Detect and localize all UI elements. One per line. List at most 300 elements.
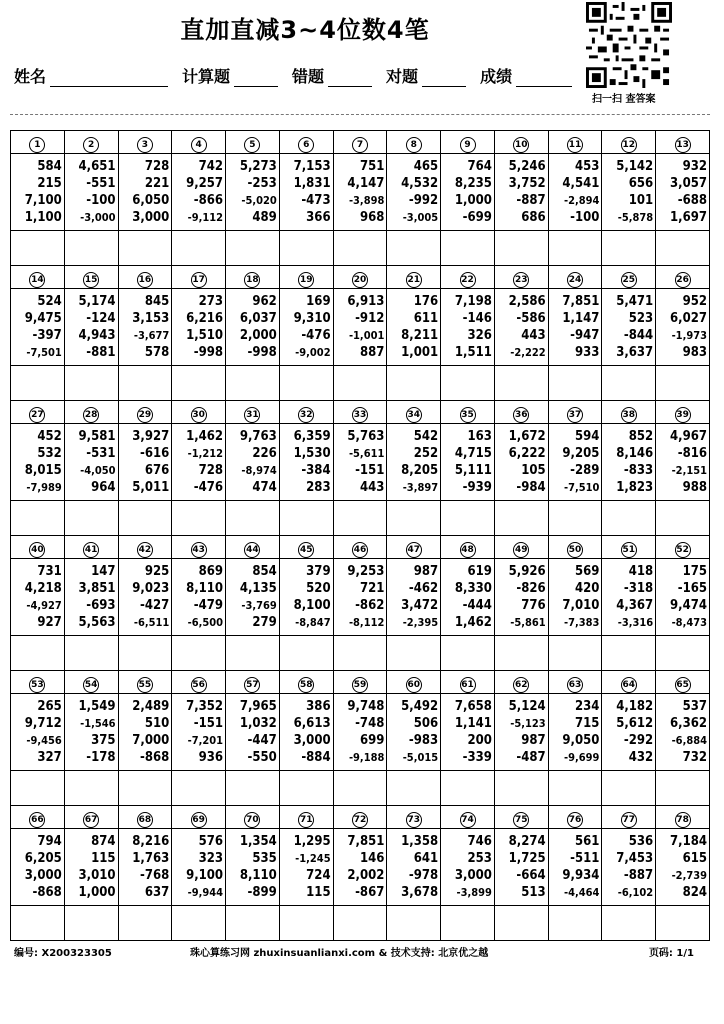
problem-number-cell [441, 671, 495, 694]
name-label: 姓名 [14, 67, 47, 86]
addend-value: 5,563 [78, 615, 116, 630]
problem-cell [333, 289, 387, 366]
answer-row [11, 771, 710, 806]
addend-value: 6,222 [508, 446, 546, 461]
problem-number-cell [279, 806, 333, 829]
problem-number: 3 [137, 137, 153, 153]
problem-number-cell [64, 806, 118, 829]
problem-cell [172, 559, 226, 636]
addend-value: 1,141 [454, 716, 492, 731]
addend-value: 576 [198, 834, 224, 849]
answer-cell[interactable] [11, 771, 65, 806]
problem-number: 11 [567, 137, 583, 153]
answer-cell[interactable] [64, 906, 118, 941]
addend-value: -550 [247, 750, 277, 765]
addend-value: -9,699 [564, 751, 600, 764]
addend-value: -397 [32, 328, 62, 343]
addend-value: 253 [467, 851, 492, 866]
addend-value: -487 [516, 750, 546, 765]
answer-cell[interactable] [602, 771, 656, 806]
problem-number: 15 [83, 272, 99, 288]
addend-value: 9,050 [562, 733, 600, 748]
problem-number-cell [226, 806, 280, 829]
answer-cell[interactable] [602, 906, 656, 941]
addend-value: 3,057 [670, 176, 707, 191]
problem-number-cell [333, 401, 387, 424]
problem-number: 45 [298, 542, 314, 558]
addend-value: 5,174 [78, 294, 116, 309]
addend-value: -9,112 [187, 211, 224, 224]
problem-number: 17 [191, 272, 207, 288]
addend-value: -868 [140, 750, 170, 765]
addend-value: 1,672 [508, 429, 546, 444]
answer-cell[interactable] [494, 366, 548, 401]
addend-value: 728 [198, 463, 224, 478]
addend-value: 4,532 [401, 176, 439, 191]
answer-cell[interactable] [387, 636, 441, 671]
addend-value: 366 [306, 210, 331, 225]
addend-value: -664 [516, 868, 546, 883]
problem-number-cell [548, 536, 602, 559]
addend-value: 5,612 [616, 716, 654, 731]
problem-number: 72 [352, 812, 368, 828]
answer-cell[interactable] [656, 636, 710, 671]
addend-value: 9,310 [293, 311, 331, 326]
answer-cell[interactable] [441, 501, 495, 536]
problem-number-cell [602, 671, 656, 694]
answer-cell[interactable] [333, 636, 387, 671]
addend-value: 3,637 [616, 345, 654, 360]
problem-cell [64, 289, 118, 366]
answer-cell[interactable] [494, 636, 548, 671]
problem-number: 14 [29, 272, 45, 288]
problem-number: 12 [621, 137, 637, 153]
answer-cell[interactable] [494, 231, 548, 266]
addend-value: -531 [86, 446, 116, 461]
addend-value: -100 [86, 193, 116, 208]
answer-cell[interactable] [118, 366, 172, 401]
problem-cell [11, 694, 65, 771]
addend-value: 3,000 [293, 733, 331, 748]
answer-cell[interactable] [656, 771, 710, 806]
answer-cell[interactable] [387, 771, 441, 806]
answer-cell[interactable] [226, 366, 280, 401]
problem-number-row [11, 131, 710, 154]
addend-value: 854 [252, 564, 277, 579]
problem-number-cell [279, 671, 333, 694]
addend-value: 3,010 [78, 868, 116, 883]
problem-number: 47 [406, 542, 422, 558]
addend-value: 619 [467, 564, 492, 579]
answer-cell[interactable] [11, 636, 65, 671]
problem-number: 39 [675, 407, 691, 423]
problem-number: 54 [83, 677, 99, 693]
addend-value: 7,000 [132, 733, 170, 748]
addend-value: 7,352 [186, 699, 224, 714]
problem-number-cell [441, 536, 495, 559]
problem-number-cell [602, 806, 656, 829]
addend-value: 764 [467, 159, 492, 174]
problem-number: 56 [191, 677, 207, 693]
answer-cell[interactable] [172, 636, 226, 671]
addend-value: 656 [628, 176, 654, 191]
addend-value: 5,763 [347, 429, 385, 444]
answer-cell[interactable] [279, 366, 333, 401]
problem-number: 66 [29, 812, 45, 828]
problem-number-cell [279, 131, 333, 154]
problem-cell [118, 424, 172, 501]
answer-cell[interactable] [656, 501, 710, 536]
problem-number: 55 [137, 677, 153, 693]
addend-value: -586 [516, 311, 546, 326]
problem-number-cell [602, 536, 656, 559]
addend-value: 936 [198, 750, 224, 765]
answer-row [11, 366, 710, 401]
problem-number: 48 [460, 542, 476, 558]
addend-value: 594 [575, 429, 600, 444]
addend-value: -3,005 [402, 211, 439, 224]
answer-cell[interactable] [64, 501, 118, 536]
addend-value: 4,715 [454, 446, 492, 461]
addend-value: -1,973 [671, 329, 707, 342]
addend-value: -5,123 [510, 717, 546, 730]
addend-value: 200 [467, 733, 492, 748]
answer-cell[interactable] [64, 636, 118, 671]
problem-number-row [11, 806, 710, 829]
addend-value: -7,510 [564, 481, 600, 494]
addend-value: 3,472 [401, 598, 439, 613]
problem-number-cell [387, 401, 441, 424]
answer-row [11, 501, 710, 536]
answer-cell[interactable] [11, 906, 65, 941]
problem-cell [387, 829, 441, 906]
addend-value: 1,147 [562, 311, 600, 326]
addend-value: -998 [247, 345, 277, 360]
problem-number-row [11, 401, 710, 424]
addend-value: -881 [86, 345, 116, 360]
answer-cell[interactable] [172, 906, 226, 941]
problem-number: 9 [460, 137, 476, 153]
addend-value: -1,212 [187, 447, 224, 460]
answer-cell[interactable] [333, 906, 387, 941]
problem-values-row [11, 154, 710, 231]
answer-cell[interactable] [279, 231, 333, 266]
problem-number: 58 [298, 677, 314, 693]
addend-value: 964 [91, 480, 116, 495]
addend-value: -3,677 [133, 329, 170, 342]
addend-value: 1,100 [24, 210, 62, 225]
answer-cell[interactable] [387, 501, 441, 536]
right-count-label: 对题 [386, 67, 419, 86]
addend-value: 4,943 [78, 328, 116, 343]
answer-cell[interactable] [172, 366, 226, 401]
wrong-count-field[interactable] [328, 68, 372, 87]
addend-value: 728 [144, 159, 170, 174]
problem-cell [279, 154, 333, 231]
addend-value: 3,153 [132, 311, 170, 326]
addend-value: -2,894 [564, 194, 600, 207]
addend-value: -427 [140, 598, 170, 613]
answer-cell[interactable] [441, 636, 495, 671]
addend-value: 513 [521, 885, 546, 900]
answer-cell[interactable] [118, 771, 172, 806]
problem-cell [387, 289, 441, 366]
answer-cell[interactable] [441, 906, 495, 941]
addend-value: -616 [140, 446, 170, 461]
problem-cell [602, 694, 656, 771]
addend-value: 3,927 [132, 429, 170, 444]
addend-value: -292 [623, 733, 654, 748]
score-label: 成绩 [480, 67, 513, 86]
addend-value: 6,050 [132, 193, 170, 208]
addend-value: -289 [570, 463, 600, 478]
problem-cell [118, 829, 172, 906]
answer-cell[interactable] [333, 366, 387, 401]
problem-number-cell [548, 131, 602, 154]
page-title: 直加直减3~4位数4笔 [180, 16, 430, 44]
answer-cell[interactable] [172, 231, 226, 266]
problem-number: 73 [406, 812, 422, 828]
addend-value: -862 [355, 598, 385, 613]
problem-number: 2 [83, 137, 99, 153]
addend-value: -7,383 [564, 616, 600, 629]
addend-value: 8,110 [186, 581, 224, 596]
answer-cell[interactable] [548, 366, 602, 401]
answer-cell[interactable] [64, 771, 118, 806]
problem-number: 78 [675, 812, 691, 828]
answer-cell[interactable] [11, 231, 65, 266]
addend-value: 234 [575, 699, 600, 714]
answer-cell[interactable] [441, 231, 495, 266]
footer-code: 编号: X200323305 [14, 948, 112, 959]
addend-value: 9,934 [562, 868, 600, 883]
problem-number: 41 [83, 542, 99, 558]
answer-cell[interactable] [279, 501, 333, 536]
answer-cell[interactable] [11, 366, 65, 401]
addend-value: 537 [682, 699, 707, 714]
answer-cell[interactable] [602, 366, 656, 401]
addend-value: 776 [521, 598, 546, 613]
addend-value: 375 [91, 733, 116, 748]
problem-number: 60 [406, 677, 422, 693]
addend-value: -4,464 [564, 886, 600, 899]
problem-number: 31 [244, 407, 260, 423]
answer-cell[interactable] [279, 906, 333, 941]
answer-cell[interactable] [333, 231, 387, 266]
answer-cell[interactable] [387, 366, 441, 401]
addend-value: 927 [37, 615, 62, 630]
problem-number: 4 [191, 137, 207, 153]
addend-value: 751 [359, 159, 385, 174]
problem-cell [11, 154, 65, 231]
addend-value: 9,581 [78, 429, 116, 444]
right-count-field[interactable] [422, 68, 466, 87]
answer-cell[interactable] [333, 501, 387, 536]
problem-cell [602, 289, 656, 366]
addend-value: -884 [301, 750, 331, 765]
answer-cell[interactable] [172, 771, 226, 806]
addend-value: 721 [359, 581, 385, 596]
problem-cell [11, 424, 65, 501]
problem-cell [64, 829, 118, 906]
answer-cell[interactable] [602, 636, 656, 671]
answer-cell[interactable] [656, 906, 710, 941]
problem-cell [172, 289, 226, 366]
addend-value: -899 [247, 885, 277, 900]
problem-number-cell [118, 671, 172, 694]
problem-cell [441, 829, 495, 906]
score-field[interactable] [516, 68, 572, 87]
problem-cell [656, 424, 710, 501]
addend-value: 845 [144, 294, 170, 309]
answer-cell[interactable] [656, 366, 710, 401]
name-field[interactable] [50, 68, 168, 87]
addend-value: 699 [359, 733, 385, 748]
problem-number-cell [441, 806, 495, 829]
answer-cell[interactable] [548, 231, 602, 266]
addend-value: -2,395 [402, 616, 439, 629]
problem-cell [226, 424, 280, 501]
addend-value: -476 [193, 480, 224, 495]
addend-value: 1,725 [508, 851, 546, 866]
problem-number-cell [226, 671, 280, 694]
addend-value: 732 [682, 750, 707, 765]
answer-cell[interactable] [602, 501, 656, 536]
answer-cell[interactable] [226, 906, 280, 941]
addend-value: 6,027 [670, 311, 707, 326]
addend-value: 474 [252, 480, 277, 495]
problem-number-cell [441, 131, 495, 154]
problem-cell [226, 694, 280, 771]
addend-value: 443 [359, 480, 385, 495]
qr-code-icon[interactable] [586, 2, 672, 88]
answer-row [11, 906, 710, 941]
addend-value: -384 [301, 463, 331, 478]
problem-number-cell [494, 671, 548, 694]
addend-value: -3,899 [456, 886, 492, 899]
addend-value: -1,546 [80, 717, 116, 730]
problem-number-cell [279, 536, 333, 559]
addend-value: -178 [86, 750, 116, 765]
calc-count-field[interactable] [234, 68, 278, 87]
problem-cell [441, 154, 495, 231]
answer-cell[interactable] [118, 636, 172, 671]
problem-cell [441, 289, 495, 366]
problem-number-cell [172, 536, 226, 559]
problem-values-row [11, 289, 710, 366]
addend-value: 852 [628, 429, 654, 444]
problem-cell [387, 424, 441, 501]
answer-cell[interactable] [64, 366, 118, 401]
addend-value: 510 [144, 716, 170, 731]
addend-value: 5,273 [239, 159, 277, 174]
answer-cell[interactable] [226, 501, 280, 536]
answer-cell[interactable] [226, 771, 280, 806]
answer-cell[interactable] [64, 231, 118, 266]
addend-value: 9,100 [186, 868, 224, 883]
problem-number: 13 [675, 137, 691, 153]
addend-value: 8,205 [401, 463, 439, 478]
addend-value: -868 [32, 885, 62, 900]
addend-value: -447 [247, 733, 277, 748]
addend-value: 465 [413, 159, 439, 174]
addend-value: -9,188 [348, 751, 385, 764]
addend-value: -5,861 [510, 616, 546, 629]
problem-number: 52 [675, 542, 691, 558]
answer-cell[interactable] [118, 906, 172, 941]
problem-number: 71 [298, 812, 314, 828]
addend-value: 5,124 [508, 699, 546, 714]
addend-value: 163 [467, 429, 492, 444]
addend-value: 9,748 [347, 699, 385, 714]
problem-number-cell [548, 266, 602, 289]
addend-value: -253 [247, 176, 277, 191]
answer-cell[interactable] [387, 231, 441, 266]
answer-cell[interactable] [548, 906, 602, 941]
answer-cell[interactable] [279, 636, 333, 671]
answer-cell[interactable] [548, 636, 602, 671]
problem-number: 26 [675, 272, 691, 288]
answer-cell[interactable] [602, 231, 656, 266]
problem-cell [172, 154, 226, 231]
answer-cell[interactable] [226, 636, 280, 671]
addend-value: 933 [575, 345, 600, 360]
addend-value: 9,712 [24, 716, 62, 731]
answer-cell[interactable] [441, 366, 495, 401]
answer-cell[interactable] [279, 771, 333, 806]
addend-value: 489 [252, 210, 277, 225]
answer-cell[interactable] [548, 771, 602, 806]
addend-value: 523 [628, 311, 654, 326]
addend-value: 1,697 [670, 210, 707, 225]
answer-cell[interactable] [172, 501, 226, 536]
problem-cell [548, 694, 602, 771]
answer-cell[interactable] [333, 771, 387, 806]
problem-cell [172, 424, 226, 501]
answer-cell[interactable] [548, 501, 602, 536]
answer-cell[interactable] [494, 771, 548, 806]
answer-cell[interactable] [494, 501, 548, 536]
addend-value: 327 [37, 750, 62, 765]
problem-number-cell [226, 131, 280, 154]
problem-number: 63 [567, 677, 583, 693]
problem-number-cell [11, 671, 65, 694]
answer-cell[interactable] [656, 231, 710, 266]
answer-cell[interactable] [11, 501, 65, 536]
answer-cell[interactable] [441, 771, 495, 806]
problem-number-cell [172, 266, 226, 289]
problem-cell [656, 829, 710, 906]
addend-value: 542 [413, 429, 439, 444]
addend-value: 611 [413, 311, 439, 326]
answer-cell[interactable] [118, 501, 172, 536]
problem-number-cell [387, 131, 441, 154]
answer-cell[interactable] [387, 906, 441, 941]
answer-cell[interactable] [118, 231, 172, 266]
addend-value: 932 [682, 159, 707, 174]
problem-cell [11, 289, 65, 366]
calc-count-label: 计算题 [182, 67, 231, 86]
problem-number: 27 [29, 407, 45, 423]
problem-number-cell [226, 401, 280, 424]
answer-cell[interactable] [494, 906, 548, 941]
addend-value: -7,501 [26, 346, 62, 359]
addend-value: 9,474 [670, 598, 707, 613]
problem-number-cell [387, 806, 441, 829]
answer-cell[interactable] [226, 231, 280, 266]
addend-value: 962 [252, 294, 277, 309]
problem-number: 59 [352, 677, 368, 693]
